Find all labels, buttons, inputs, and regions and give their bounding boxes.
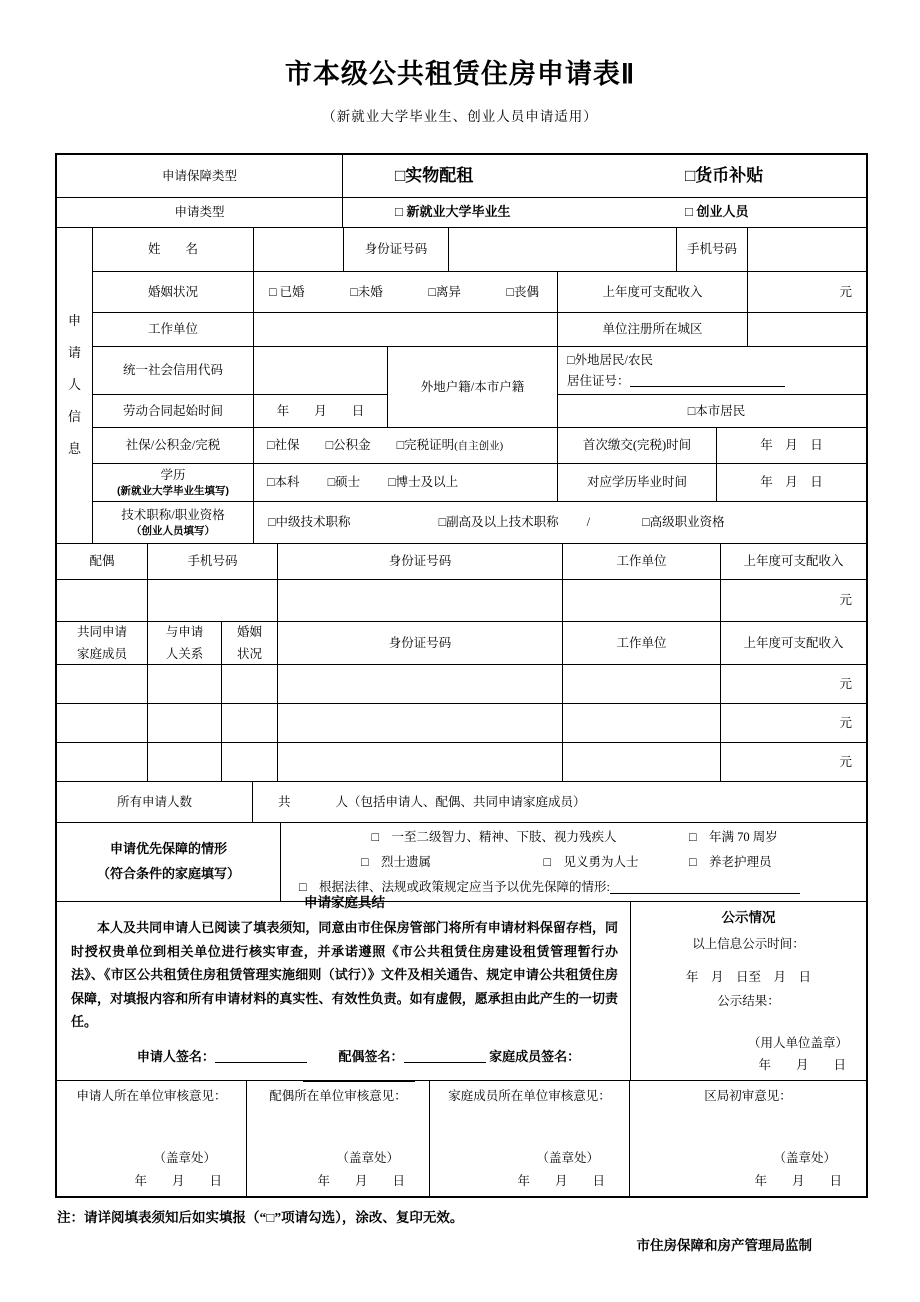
checkbox-widowed[interactable]: □丧偶 xyxy=(506,284,539,299)
spouse-data-row xyxy=(57,579,866,621)
employer-stamp-label: （用人单位盖章） xyxy=(747,1035,848,1050)
approval-date[interactable]: 年 月 日 xyxy=(134,1173,222,1188)
declaration-section xyxy=(57,894,866,1080)
checkbox-housing-fund[interactable]: □公积金 xyxy=(325,438,371,453)
stamp-place-label: （盖章处） xyxy=(336,1150,399,1165)
checkbox-doctor[interactable]: □博士及以上 xyxy=(388,475,459,490)
family-data-row xyxy=(57,664,866,703)
applicant-grid xyxy=(92,228,866,543)
income-unit: 元 xyxy=(839,593,852,608)
family-marital-input-cell[interactable] xyxy=(221,743,277,781)
name-input-cell[interactable] xyxy=(253,228,343,271)
family-relation-header: 与申请 人关系 xyxy=(147,622,221,664)
footer-note: 注：请详阅填表须知后如实填报（“□”项请勾选），涂改、复印无效。 xyxy=(57,1210,464,1225)
tech-separator: / xyxy=(586,515,591,530)
approval-date[interactable]: 年 月 日 xyxy=(754,1173,842,1188)
family-signature-label: 家庭成员签名： xyxy=(489,1049,581,1065)
name-label: 姓 名 xyxy=(147,242,198,257)
family-employer-approval-label: 家庭成员所在单位审核意见： xyxy=(448,1089,611,1103)
tech-options xyxy=(253,502,866,543)
family-employer-approval-cell[interactable] xyxy=(429,1081,629,1196)
checkbox-master[interactable]: □硕士 xyxy=(327,475,361,490)
family-label: 共同申请 家庭成员 xyxy=(76,625,127,661)
income-unit: 元 xyxy=(839,754,852,769)
spouse-work-header: 工作单位 xyxy=(562,544,720,579)
tech-title-note: （创业人员填写） xyxy=(131,524,215,537)
declaration-cell xyxy=(57,894,630,1080)
apply-type-row xyxy=(57,197,866,227)
hukou-label: 外地户籍/本市户籍 xyxy=(387,347,557,427)
applicant-section-vertical-label: 申 请 人 信 息 xyxy=(67,313,81,456)
applicant-name-row xyxy=(93,228,866,271)
checkbox-senior-vocational[interactable]: □高级职业资格 xyxy=(642,515,725,530)
checkbox-entrepreneur[interactable]: □ 创业人员 xyxy=(685,204,749,220)
family-name-input-cell[interactable] xyxy=(57,704,147,742)
page-subtitle: （新就业大学毕业生、创业人员申请适用） xyxy=(322,109,598,124)
credit-code-input-cell[interactable] xyxy=(254,347,387,394)
district-label: 单位注册所在城区 xyxy=(557,313,747,346)
publicity-result-label: 公示结果： xyxy=(717,994,780,1009)
total-suffix: 人（包括申请人、配偶、共同申请家庭成员） xyxy=(335,794,586,809)
checkbox-elder-caregiver[interactable]: □ 养老护理员 xyxy=(689,854,772,869)
district-bureau-approval-label: 区局初审意见： xyxy=(704,1089,792,1103)
family-work-header: 工作单位 xyxy=(562,622,720,664)
apply-type-label: 申请类型 xyxy=(174,205,225,220)
family-marital-input-cell[interactable] xyxy=(221,704,277,742)
family-work-input-cell[interactable] xyxy=(562,665,720,703)
applicant-signature-label: 申请人签名： xyxy=(136,1049,215,1065)
checkbox-martyr-family[interactable]: □ 烈士遗属 xyxy=(360,854,432,869)
checkbox-divorced[interactable]: □离异 xyxy=(428,284,461,299)
declaration-title: 申请家庭具结 xyxy=(304,894,385,910)
income-unit: 元 xyxy=(839,715,852,730)
publicity-time-input[interactable] xyxy=(641,953,856,968)
checkbox-single[interactable]: □未婚 xyxy=(350,284,383,299)
employer-input-cell[interactable] xyxy=(253,313,557,346)
phone-label: 手机号码 xyxy=(676,228,747,271)
applicant-hukou-rows xyxy=(93,346,866,427)
spouse-header-row xyxy=(57,543,866,579)
checkbox-tax-certificate[interactable]: □完税证明(自主创业) xyxy=(396,438,504,453)
apply-type-options xyxy=(342,198,866,227)
family-id-input-cell[interactable] xyxy=(277,704,562,742)
family-income-input-cell[interactable] xyxy=(720,704,866,742)
family-work-input-cell[interactable] xyxy=(562,743,720,781)
credit-code-label: 统一社会信用代码 xyxy=(122,363,223,378)
employer-label: 工作单位 xyxy=(147,322,198,337)
publicity-date[interactable]: 年 月 日 xyxy=(758,1057,846,1072)
family-data-row xyxy=(57,703,866,742)
checkbox-age-70[interactable]: □ 年满 70 周岁 xyxy=(689,829,778,844)
spouse-name-input-cell[interactable] xyxy=(57,580,147,621)
applicant-employer-row xyxy=(93,312,866,346)
income-unit: 元 xyxy=(839,284,852,299)
priority-section xyxy=(57,822,866,901)
publicity-time-label: 以上信息公示时间： xyxy=(692,936,805,951)
applicant-degree-row xyxy=(93,463,866,501)
publicity-result-input[interactable] xyxy=(641,1010,856,1034)
social-label: 社保/公积金/完税 xyxy=(125,438,221,453)
guarantee-type-row xyxy=(57,155,866,197)
approval-date[interactable]: 年 月 日 xyxy=(317,1173,405,1188)
other-priority-input[interactable] xyxy=(610,880,800,894)
approval-date[interactable]: 年 月 日 xyxy=(517,1173,605,1188)
applicant-signature-input[interactable] xyxy=(215,1049,307,1063)
income-input-cell[interactable] xyxy=(747,272,866,312)
guarantee-type-label: 申请保障类型 xyxy=(161,168,237,183)
checkbox-senior-tech-title[interactable]: □副高及以上技术职称 xyxy=(438,515,559,530)
applicant-info-section xyxy=(57,227,866,543)
marital-options xyxy=(253,272,557,312)
stamp-place-label: （盖章处） xyxy=(773,1150,836,1165)
first-pay-label: 首次缴交(完税)时间 xyxy=(557,428,716,463)
checkbox-monetary-subsidy[interactable]: □货币补贴 xyxy=(685,165,764,185)
spouse-id-header: 身份证号码 xyxy=(277,544,562,579)
tech-title-label: 技术职称/职业资格 xyxy=(121,507,225,522)
publicity-date-range[interactable]: 年 月 日至 月 日 xyxy=(685,969,811,984)
income-label: 上年度可支配收入 xyxy=(557,272,747,312)
family-work-input-cell[interactable] xyxy=(562,704,720,742)
spouse-id-input-cell[interactable] xyxy=(277,580,562,621)
family-id-header: 身份证号码 xyxy=(277,622,562,664)
residence-permit-line: 居住证号： xyxy=(567,372,785,390)
publicity-title: 公示情况 xyxy=(721,910,776,925)
checkbox-married[interactable]: □ 已婚 xyxy=(269,284,305,299)
id-number-label: 身份证号码 xyxy=(343,228,448,271)
family-income-header: 上年度可支配收入 xyxy=(720,622,866,664)
total-applicants-label: 所有申请人数 xyxy=(116,794,192,809)
checkbox-other-priority[interactable]: □ 根据法律、法规或政策规定应当予以优先保障的情形: xyxy=(299,879,611,894)
total-applicants-value xyxy=(252,782,866,822)
degree-options xyxy=(253,464,557,501)
tax-certificate-note: (自主创业) xyxy=(454,441,504,453)
family-marital-input-cell[interactable] xyxy=(221,665,277,703)
checkbox-brave-person[interactable]: □ 见义勇为人士 xyxy=(543,854,639,869)
total-prefix: 共 xyxy=(278,794,291,809)
total-applicants-row xyxy=(57,781,866,822)
applicant-social-row xyxy=(93,427,866,463)
family-name-input-cell[interactable] xyxy=(57,665,147,703)
family-relation-input-cell[interactable] xyxy=(147,665,221,703)
spouse-income-input-cell[interactable] xyxy=(720,580,866,621)
first-pay-date-cell[interactable]: 年 月 日 xyxy=(716,428,866,463)
applicant-marital-row xyxy=(93,271,866,312)
contract-date-input-cell[interactable]: 年 月 日 xyxy=(254,394,387,427)
priority-options xyxy=(280,823,866,901)
degree-note: (新就业大学毕业生填写) xyxy=(117,484,229,497)
family-data-row xyxy=(57,742,866,781)
guarantee-type-options xyxy=(342,155,866,197)
checkbox-bachelor[interactable]: □本科 xyxy=(267,475,300,490)
form-table xyxy=(55,153,868,1198)
degree-label: 学历 xyxy=(160,467,186,482)
district-input-cell[interactable] xyxy=(747,313,866,346)
applicant-tech-row xyxy=(93,501,866,543)
family-relation-input-cell[interactable] xyxy=(147,704,221,742)
family-income-input-cell[interactable] xyxy=(720,743,866,781)
family-income-input-cell[interactable] xyxy=(720,665,866,703)
contract-start-label: 劳动合同起始时间 xyxy=(93,394,253,427)
applicant-employer-approval-label: 申请人所在单位审核意见： xyxy=(76,1089,227,1103)
family-id-input-cell[interactable] xyxy=(277,743,562,781)
checkbox-physical-rental[interactable]: □实物配租 xyxy=(395,165,474,185)
spouse-signature-label: 配偶签名： xyxy=(338,1049,404,1065)
family-name-input-cell[interactable] xyxy=(57,743,147,781)
issuer-line: 市住房保障和房产管理局监制 xyxy=(636,1238,812,1253)
social-options xyxy=(253,428,557,463)
family-id-input-cell[interactable] xyxy=(277,665,562,703)
spouse-phone-input-cell[interactable] xyxy=(147,580,277,621)
grad-date-label: 对应学历毕业时间 xyxy=(557,464,716,501)
publicity-cell xyxy=(630,902,866,1080)
spouse-income-header: 上年度可支配收入 xyxy=(720,544,866,579)
total-count-input[interactable] xyxy=(291,796,336,809)
spouse-label: 配偶 xyxy=(89,554,115,569)
spouse-employer-approval-label: 配偶所在单位审核意见： xyxy=(269,1089,407,1103)
id-number-input-cell[interactable] xyxy=(448,228,676,271)
spouse-phone-header: 手机号码 xyxy=(147,544,277,579)
checkbox-disabled-person[interactable]: □ 一至二级智力、精神、下肢、视力残疾人 xyxy=(371,829,617,844)
spouse-employer-approval-cell[interactable] xyxy=(246,1081,429,1196)
marital-label: 婚姻状况 xyxy=(147,284,198,299)
family-marital-header: 婚姻 状况 xyxy=(221,622,277,664)
residence-permit-input[interactable] xyxy=(630,373,785,387)
page-title: 市本级公共租赁住房申请表Ⅱ xyxy=(284,59,636,89)
checkbox-mid-tech-title[interactable]: □中级技术职称 xyxy=(268,515,351,530)
income-unit: 元 xyxy=(839,676,852,691)
spouse-work-input-cell[interactable] xyxy=(562,580,720,621)
district-bureau-approval-cell[interactable] xyxy=(629,1081,866,1196)
grad-date-cell[interactable]: 年 月 日 xyxy=(716,464,866,501)
family-header-row xyxy=(57,621,866,664)
phone-input-cell[interactable] xyxy=(747,228,866,271)
checkbox-social-insurance[interactable]: □社保 xyxy=(267,438,300,453)
family-relation-input-cell[interactable] xyxy=(147,743,221,781)
checkbox-new-graduate[interactable]: □ 新就业大学毕业生 xyxy=(395,204,511,220)
approval-section xyxy=(57,1080,866,1196)
applicant-employer-approval-cell[interactable] xyxy=(57,1081,246,1196)
stamp-place-label: （盖章处） xyxy=(153,1150,216,1165)
priority-label: 申请优先保障的情形 （符合条件的家庭填写） xyxy=(96,841,240,881)
spouse-signature-input[interactable] xyxy=(404,1049,486,1063)
stamp-place-label: （盖章处） xyxy=(536,1150,599,1165)
declaration-body: 本人及共同申请人已阅读了填表须知，同意由市住保房管部门将所有申请材料保留存档，同时授权贵单位到相关单位进行核实审查，并承诺遵照《市公共租赁住房建设租赁管理暂行办法》、《市区公共租赁住房租赁管理实施细则（试行）》文件及相关通告、规定申请公共租赁住房保障，对填报内容和所有申请材料的真实性、有效性负责。如有虚假，愿承担由此产生的一切责任。 xyxy=(71,920,618,1030)
checkbox-nonlocal-resident[interactable]: □外地居民/农民 xyxy=(567,352,654,367)
checkbox-local-resident[interactable]: □本市居民 xyxy=(687,403,746,418)
